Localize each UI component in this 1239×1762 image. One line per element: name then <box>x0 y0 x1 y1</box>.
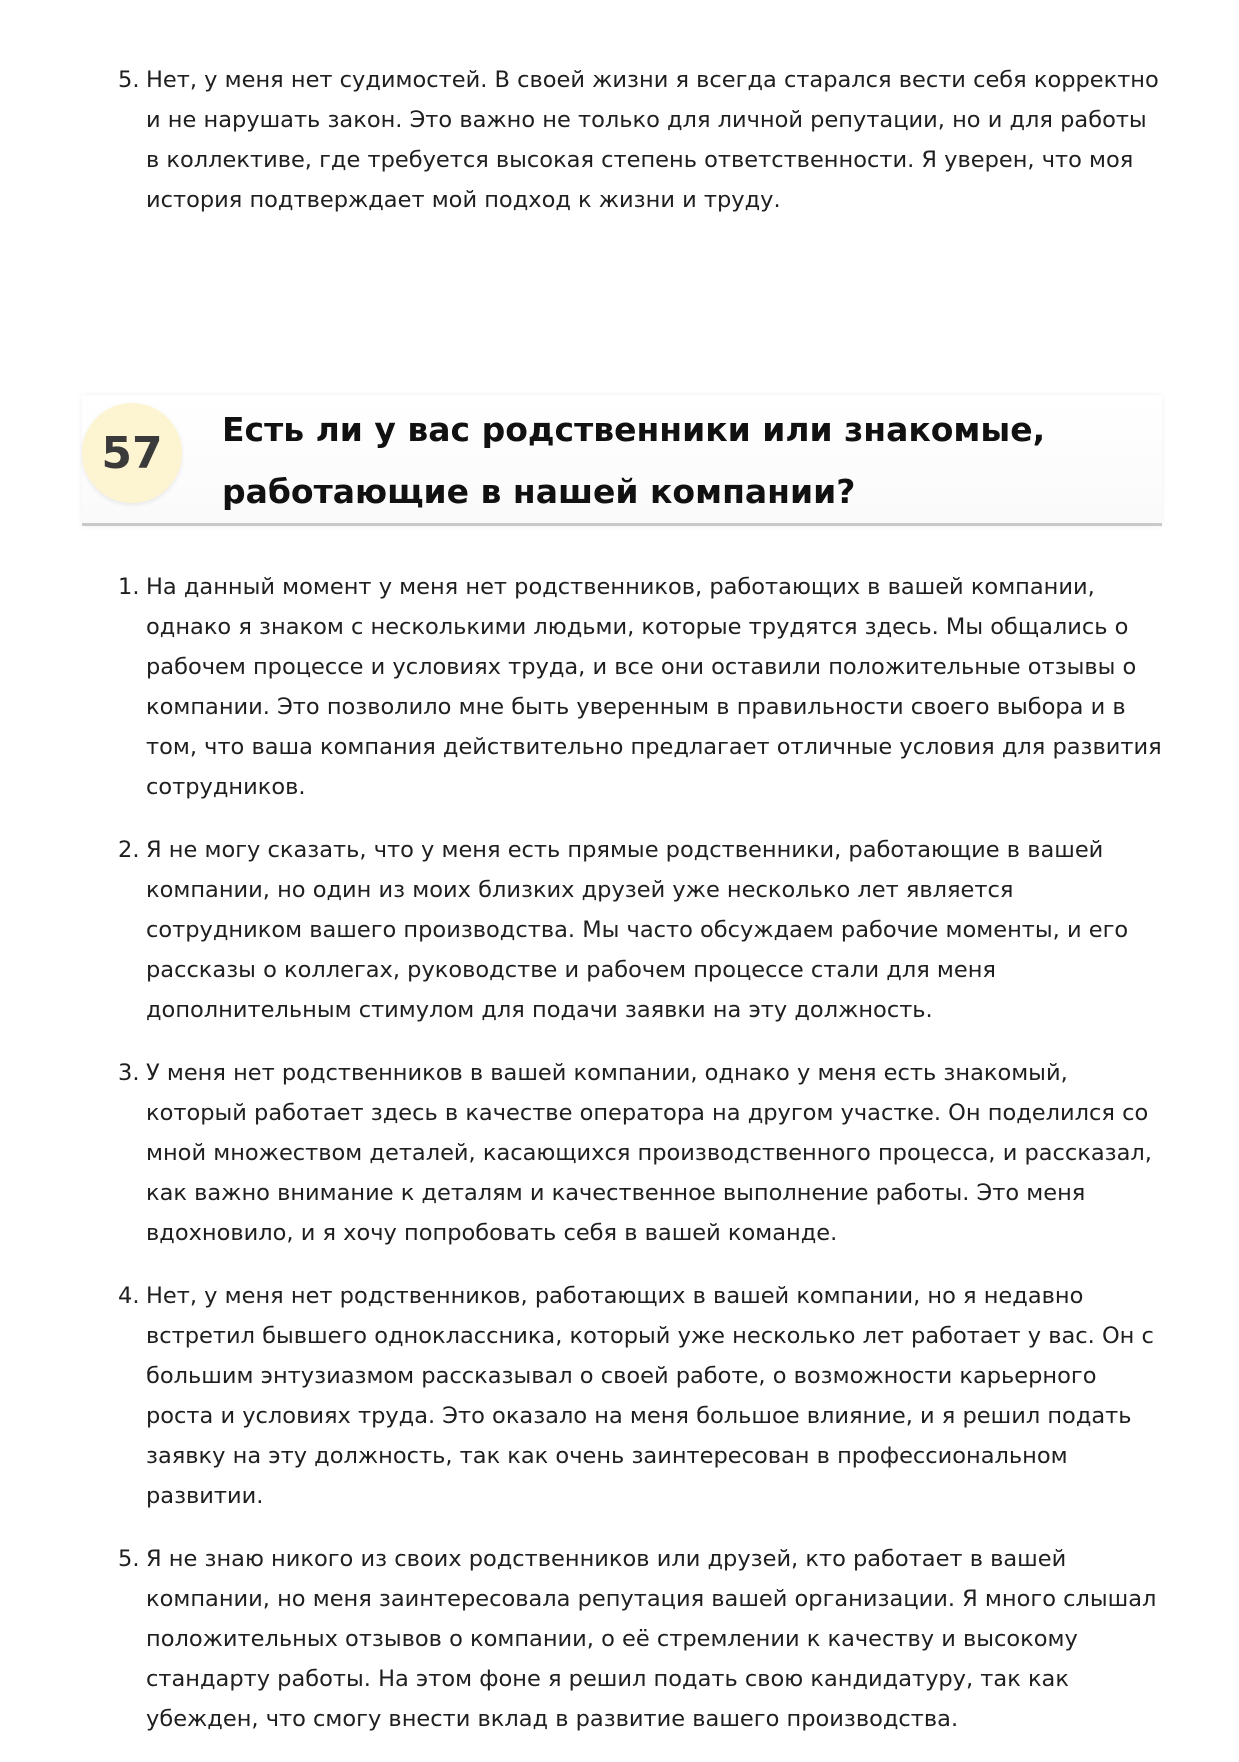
question-title: Есть ли у вас родственники или знакомые, работающие в нашей компании? <box>222 410 1046 511</box>
list-item <box>118 1539 1163 1739</box>
previous-answer-list <box>118 60 1163 243</box>
answer-text: На данный момент у меня нет родственников, работающих в вашей компании, однако я знаком с несколькими людьми, которые трудятся здесь. Мы общались о рабочем процессе и условиях труда, и все они оставили положительные отзывы о компании. Это позволило мне быть уверенным в правильности своего выбора и в том, что ваша компания действительно предлагает отличные условия для развития сотрудников. <box>146 574 1162 800</box>
answer-text: Я не знаю никого из своих родственников или друзей, кто работает в вашей компании, но меня заинтересовала репутация вашей организации. Я много слышал положительных отзывов о компании, о её стремлении к качеству и высокому стандарту работы. На этом фоне я решил подать свою кандидатуру, так как убежден, что смогу внести вклад в развитие вашего производства. <box>146 1546 1157 1732</box>
question-number-badge: 57 <box>82 403 182 503</box>
answer-number: 5. <box>118 1546 140 1572</box>
answer-list <box>118 567 1163 1762</box>
list-item <box>118 1053 1163 1253</box>
answer-text: Я не могу сказать, что у меня есть прямые родственники, работающие в вашей компании, но один из моих близких друзей уже несколько лет является сотрудником вашего производства. Мы часто обсуждаем рабочие моменты, и его рассказы о коллегах, руководстве и рабочем процессе стали для меня дополнительным стимулом для подачи заявки на эту должность. <box>146 837 1129 1023</box>
question-header <box>82 395 1162 526</box>
answer-number: 4. <box>118 1283 140 1309</box>
answer-number: 1. <box>118 574 140 600</box>
list-item <box>118 1276 1163 1516</box>
answer-text: Нет, у меня нет судимостей. В своей жизни я всегда старался вести себя корректно и не нарушать закон. Это важно не только для личной репутации, но и для работы в коллективе, где требуется высокая степень ответственности. Я уверен, что моя история подтверждает мой подход к жизни и труду. <box>146 67 1159 213</box>
answer-number: 5. <box>118 67 140 93</box>
answer-text: Нет, у меня нет родственников, работающих в вашей компании, но я недавно встретил бывшего одноклассника, который уже несколько лет работает у вас. Он с большим энтузиазмом рассказывал о своей работе, о возможности карьерного роста и условиях труда. Это оказало на меня большое влияние, и я решил подать заявку на эту должность, так как очень заинтересован в профессиональном развитии. <box>146 1283 1154 1509</box>
list-item <box>118 567 1163 807</box>
answer-number: 3. <box>118 1060 140 1086</box>
answer-number: 2. <box>118 837 140 863</box>
list-item <box>118 830 1163 1030</box>
list-item <box>118 60 1163 220</box>
answer-text: У меня нет родственников в вашей компании, однако у меня есть знакомый, который работает здесь в качестве оператора на другом участке. Он поделился со мной множеством деталей, касающихся производственного процесса, и рассказал, как важно внимание к деталям и качественное выполнение работы. Это меня вдохновило, и я хочу попробовать себя в вашей команде. <box>146 1060 1152 1246</box>
